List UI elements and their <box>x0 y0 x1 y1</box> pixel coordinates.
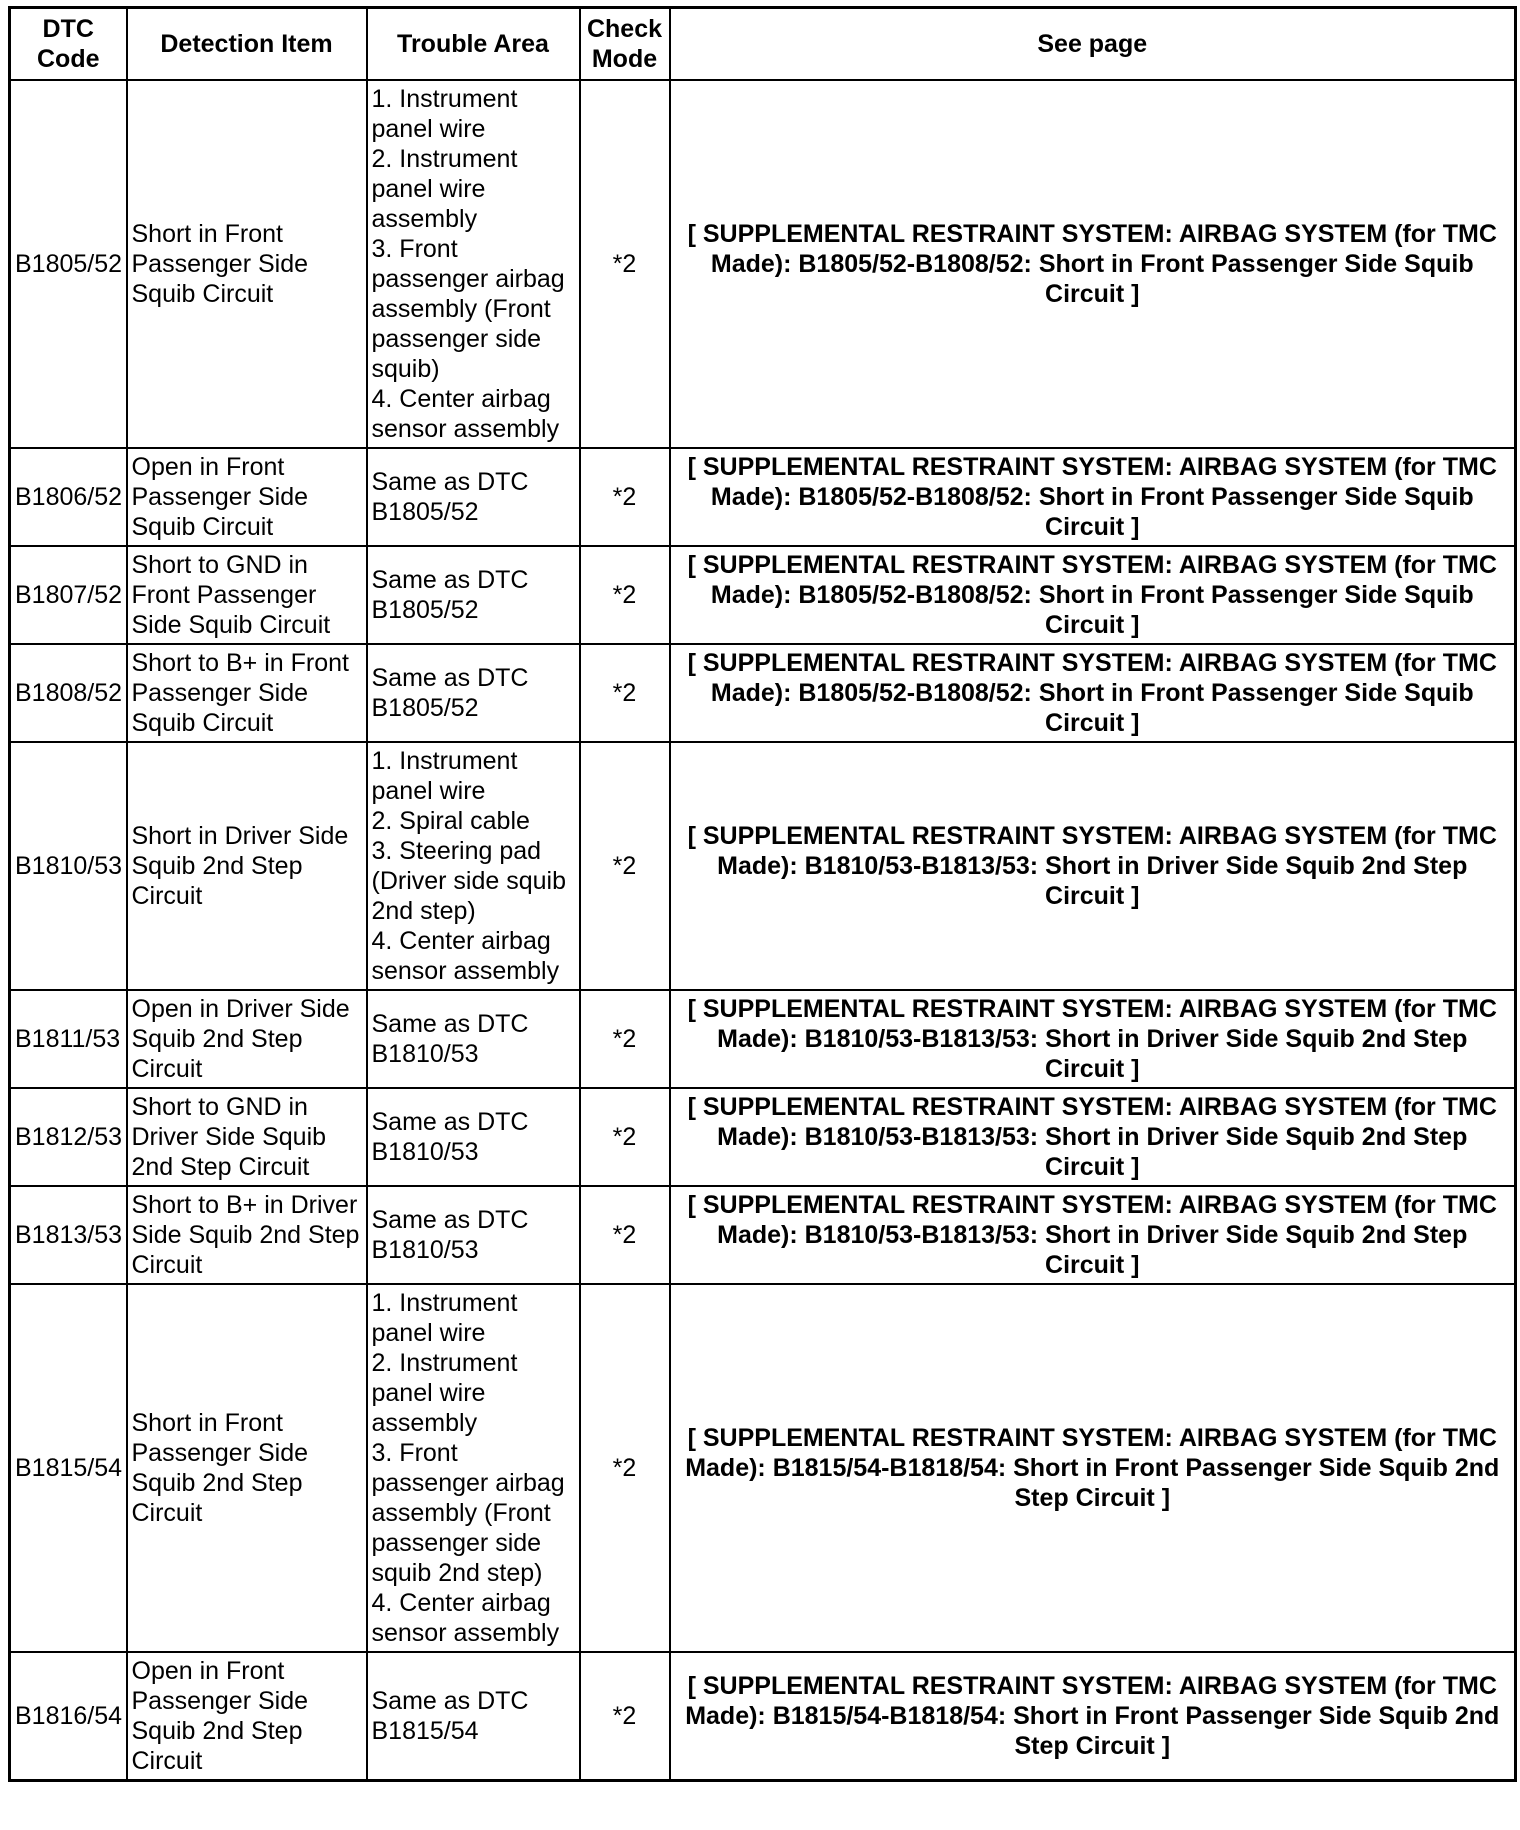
check-mode-cell: *2 <box>580 1088 670 1186</box>
check-mode-cell: *2 <box>580 990 670 1088</box>
check-mode-cell: *2 <box>580 1284 670 1652</box>
check-mode-cell: *2 <box>580 644 670 742</box>
check-mode-cell: *2 <box>580 1652 670 1781</box>
detection-item-cell: Short to B+ in Front Passenger Side Squib Circuit <box>127 644 367 742</box>
table-row <box>10 1284 1516 1652</box>
table-row <box>10 990 1516 1088</box>
check-mode-cell: *2 <box>580 80 670 448</box>
table-row <box>10 1652 1516 1781</box>
header-trouble-area: Trouble Area <box>367 8 580 81</box>
trouble-area-cell <box>367 644 580 742</box>
trouble-area-item: Same as DTC B1810/53 <box>371 1108 529 1166</box>
trouble-area-cell <box>367 1284 580 1652</box>
trouble-area-item: Same as DTC B1805/52 <box>371 566 529 624</box>
trouble-area-item: 3. Front passenger airbag assembly (Front passenger side squib) <box>371 235 565 383</box>
header-check-mode: Check Mode <box>580 8 670 81</box>
detection-item-cell: Short to B+ in Driver Side Squib 2nd Step Circuit <box>127 1186 367 1284</box>
dtc-code-cell: B1813/53 <box>10 1186 127 1284</box>
detection-item-cell: Short in Front Passenger Side Squib 2nd Step Circuit <box>127 1284 367 1652</box>
trouble-area-item: 4. Center airbag sensor assembly <box>371 1589 560 1647</box>
trouble-area-item: 3. Steering pad (Driver side squib 2nd step) <box>371 837 567 925</box>
table-row <box>10 80 1516 448</box>
trouble-area-item: 3. Front passenger airbag assembly (Front passenger side squib 2nd step) <box>371 1439 565 1587</box>
dtc-code-cell: B1816/54 <box>10 1652 127 1781</box>
check-mode-cell: *2 <box>580 448 670 546</box>
see-page-link[interactable]: [ SUPPLEMENTAL RESTRAINT SYSTEM: AIRBAG SYSTEM (for TMC Made): B1805/52-B1808/52: Short in Front Passenger Side Squib Circuit ] <box>670 448 1516 546</box>
dtc-code-cell: B1811/53 <box>10 990 127 1088</box>
dtc-code-cell: B1805/52 <box>10 80 127 448</box>
trouble-area-cell <box>367 80 580 448</box>
trouble-area-item: 2. Spiral cable <box>371 807 530 835</box>
table-row <box>10 448 1516 546</box>
dtc-code-cell: B1815/54 <box>10 1284 127 1652</box>
trouble-area-cell <box>367 742 580 990</box>
trouble-area-item: 2. Instrument panel wire assembly <box>371 145 518 233</box>
trouble-area-item: 1. Instrument panel wire <box>371 747 518 805</box>
see-page-link[interactable]: [ SUPPLEMENTAL RESTRAINT SYSTEM: AIRBAG SYSTEM (for TMC Made): B1805/52-B1808/52: Short in Front Passenger Side Squib Circuit ] <box>670 644 1516 742</box>
header-see-page: See page <box>670 8 1516 81</box>
trouble-area-item: Same as DTC B1805/52 <box>371 468 529 526</box>
see-page-link[interactable]: [ SUPPLEMENTAL RESTRAINT SYSTEM: AIRBAG SYSTEM (for TMC Made): B1805/52-B1808/52: Short in Front Passenger Side Squib Circuit ] <box>670 546 1516 644</box>
dtc-code-cell: B1812/53 <box>10 1088 127 1186</box>
trouble-area-cell <box>367 448 580 546</box>
see-page-link[interactable]: [ SUPPLEMENTAL RESTRAINT SYSTEM: AIRBAG SYSTEM (for TMC Made): B1805/52-B1808/52: Short in Front Passenger Side Squib Circuit ] <box>670 80 1516 448</box>
header-dtc-code: DTC Code <box>10 8 127 81</box>
table-row <box>10 742 1516 990</box>
trouble-area-cell <box>367 990 580 1088</box>
see-page-link[interactable]: [ SUPPLEMENTAL RESTRAINT SYSTEM: AIRBAG SYSTEM (for TMC Made): B1810/53-B1813/53: Short in Driver Side Squib 2nd Step Circuit ] <box>670 990 1516 1088</box>
trouble-area-item: 1. Instrument panel wire <box>371 1289 518 1347</box>
trouble-area-cell <box>367 1652 580 1781</box>
trouble-area-item: Same as DTC B1805/52 <box>371 664 529 722</box>
detection-item-cell: Short in Driver Side Squib 2nd Step Circuit <box>127 742 367 990</box>
trouble-area-item: 4. Center airbag sensor assembly <box>371 385 560 443</box>
table-body <box>10 80 1516 1781</box>
dtc-code-cell: B1806/52 <box>10 448 127 546</box>
detection-item-cell: Short in Front Passenger Side Squib Circuit <box>127 80 367 448</box>
dtc-code-cell: B1808/52 <box>10 644 127 742</box>
see-page-link[interactable]: [ SUPPLEMENTAL RESTRAINT SYSTEM: AIRBAG SYSTEM (for TMC Made): B1815/54-B1818/54: Short in Front Passenger Side Squib 2nd Step Circuit ] <box>670 1652 1516 1781</box>
header-detection-item: Detection Item <box>127 8 367 81</box>
header-row <box>10 8 1516 81</box>
trouble-area-item: 4. Center airbag sensor assembly <box>371 927 560 985</box>
check-mode-cell: *2 <box>580 546 670 644</box>
table-row <box>10 1186 1516 1284</box>
trouble-area-cell <box>367 1186 580 1284</box>
detection-item-cell: Open in Front Passenger Side Squib Circuit <box>127 448 367 546</box>
trouble-area-cell <box>367 546 580 644</box>
detection-item-cell: Open in Front Passenger Side Squib 2nd Step Circuit <box>127 1652 367 1781</box>
table-row <box>10 644 1516 742</box>
see-page-link[interactable]: [ SUPPLEMENTAL RESTRAINT SYSTEM: AIRBAG SYSTEM (for TMC Made): B1815/54-B1818/54: Short in Front Passenger Side Squib 2nd Step Circuit ] <box>670 1284 1516 1652</box>
dtc-code-cell: B1807/52 <box>10 546 127 644</box>
dtc-code-cell: B1810/53 <box>10 742 127 990</box>
see-page-link[interactable]: [ SUPPLEMENTAL RESTRAINT SYSTEM: AIRBAG SYSTEM (for TMC Made): B1810/53-B1813/53: Short in Driver Side Squib 2nd Step Circuit ] <box>670 1088 1516 1186</box>
see-page-link[interactable]: [ SUPPLEMENTAL RESTRAINT SYSTEM: AIRBAG SYSTEM (for TMC Made): B1810/53-B1813/53: Short in Driver Side Squib 2nd Step Circuit ] <box>670 1186 1516 1284</box>
trouble-area-item: Same as DTC B1810/53 <box>371 1206 529 1264</box>
table-row <box>10 1088 1516 1186</box>
dtc-table <box>8 6 1517 1782</box>
detection-item-cell: Open in Driver Side Squib 2nd Step Circuit <box>127 990 367 1088</box>
trouble-area-cell <box>367 1088 580 1186</box>
trouble-area-item: 1. Instrument panel wire <box>371 85 518 143</box>
check-mode-cell: *2 <box>580 742 670 990</box>
table-row <box>10 546 1516 644</box>
detection-item-cell: Short to GND in Front Passenger Side Squib Circuit <box>127 546 367 644</box>
detection-item-cell: Short to GND in Driver Side Squib 2nd Step Circuit <box>127 1088 367 1186</box>
trouble-area-item: Same as DTC B1815/54 <box>371 1687 529 1745</box>
check-mode-cell: *2 <box>580 1186 670 1284</box>
trouble-area-item: 2. Instrument panel wire assembly <box>371 1349 518 1437</box>
see-page-link[interactable]: [ SUPPLEMENTAL RESTRAINT SYSTEM: AIRBAG SYSTEM (for TMC Made): B1810/53-B1813/53: Short in Driver Side Squib 2nd Step Circuit ] <box>670 742 1516 990</box>
trouble-area-item: Same as DTC B1810/53 <box>371 1010 529 1068</box>
